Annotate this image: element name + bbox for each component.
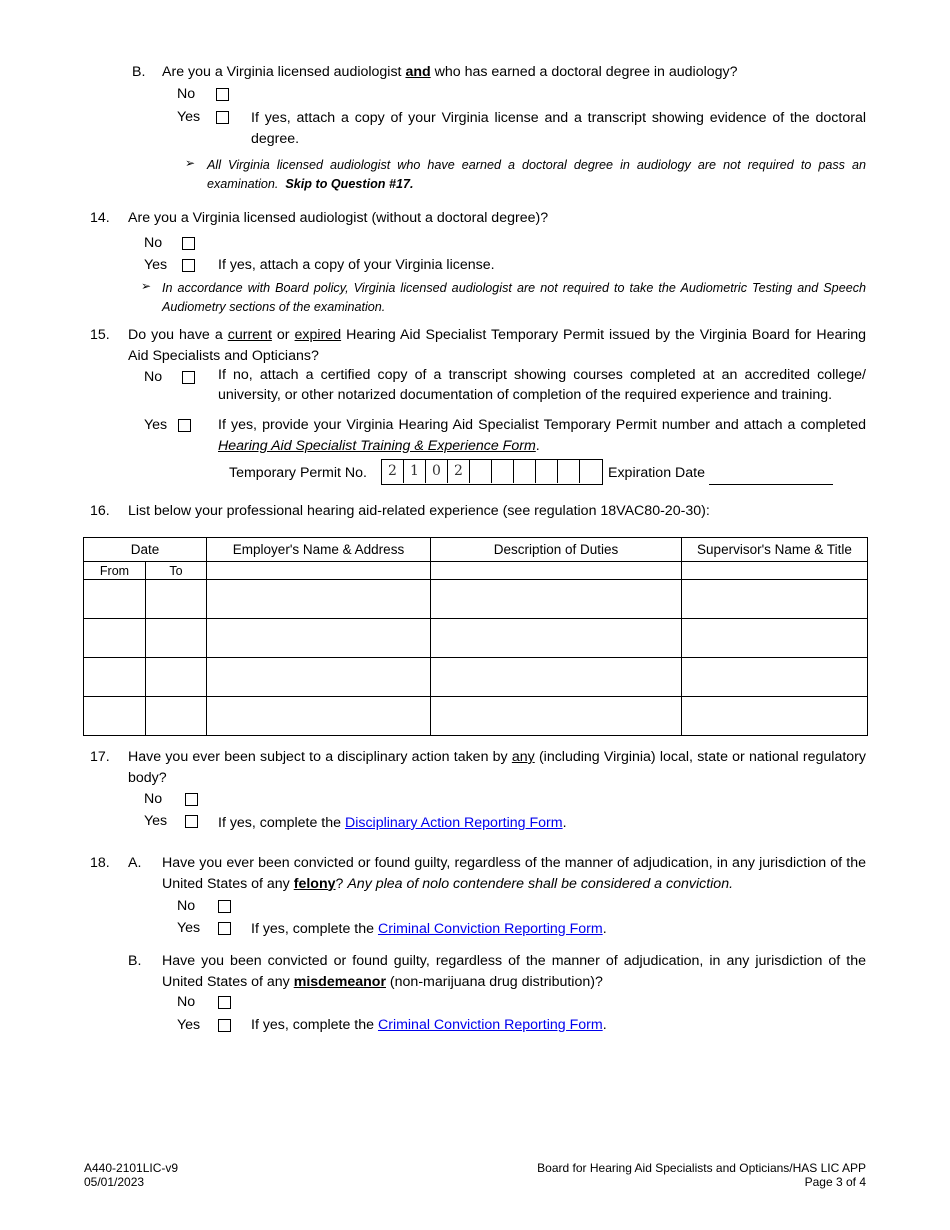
permit-digit[interactable]	[580, 460, 602, 483]
disciplinary-action-form-link[interactable]: Disciplinary Action Reporting Form	[344, 815, 563, 831]
q15-no-label: No	[144, 369, 163, 385]
q13b-yes-checkbox[interactable]	[216, 111, 229, 124]
table-cell[interactable]	[146, 619, 207, 658]
q13b-yes-instruction: If yes, attach a copy of your Virginia license and a transcript showing evidence of the doctoral degree.	[251, 110, 866, 147]
q17-yes-instruction: If yes, complete the Disciplinary Action Reporting Form.	[218, 815, 567, 831]
table-cell[interactable]	[207, 619, 431, 658]
table-cell[interactable]	[431, 658, 682, 697]
permit-digit[interactable]	[558, 460, 580, 483]
permit-digit[interactable]	[514, 460, 536, 483]
q13b-no-label: No	[177, 86, 196, 102]
expiration-date-field[interactable]	[709, 483, 833, 485]
q15-question: Do you have a current or expired Hearing Aid Specialist Temporary Permit issued by the Virginia Board for Hearing Aid Specialists and Opticians?	[128, 327, 867, 364]
q17-question: Have you ever been subject to a disciplinary action taken by any (including Virginia) local, state or national regulatory body?	[128, 749, 866, 786]
q16-question: List below your professional hearing aid-related experience (see regulation 18VAC80-20-30):	[128, 503, 710, 519]
subheader-to: To	[146, 562, 207, 580]
table-row	[84, 619, 868, 658]
q18b-yes-checkbox[interactable]	[218, 1019, 231, 1032]
q18b-letter: B.	[128, 953, 142, 969]
table-cell[interactable]	[431, 580, 682, 619]
q14-no-checkbox[interactable]	[182, 237, 195, 250]
permit-digit[interactable]: 2	[382, 460, 404, 483]
q13b-yes-label: Yes	[177, 109, 201, 125]
q18a-no-checkbox[interactable]	[218, 900, 231, 913]
q18b-yes-label: Yes	[177, 1017, 201, 1033]
table-cell[interactable]	[682, 658, 868, 697]
header-duties: Description of Duties	[431, 538, 682, 562]
q15-yes-label: Yes	[144, 417, 168, 433]
permit-digit[interactable]	[536, 460, 558, 483]
arrow-bullet-icon: ➢	[185, 156, 196, 170]
table-cell[interactable]	[84, 697, 146, 736]
table-cell[interactable]	[207, 580, 431, 619]
permit-label: Temporary Permit No.	[229, 465, 367, 481]
subheader-from: From	[84, 562, 146, 580]
table-cell[interactable]	[431, 697, 682, 736]
q17-yes-label: Yes	[144, 813, 168, 829]
permit-digit[interactable]	[470, 460, 492, 483]
q15-number: 15.	[90, 327, 110, 343]
q13b-note: All Virginia licensed audiologist who have earned a doctoral degree in audiology are not required to pass an examination. Skip to Question #17.	[207, 158, 866, 191]
table-cell[interactable]	[84, 580, 146, 619]
q15-no-instruction: If no, attach a certified copy of a transcript showing courses completed at an accredited college/ university, or other notarized documentation of completion of the required experience and training.	[218, 367, 866, 403]
table-cell[interactable]	[207, 658, 431, 697]
table-cell	[682, 562, 868, 580]
table-cell[interactable]	[146, 658, 207, 697]
permit-digit[interactable]	[492, 460, 514, 483]
q13b-no-checkbox[interactable]	[216, 88, 229, 101]
q17-no-checkbox[interactable]	[185, 793, 198, 806]
header-employer: Employer's Name & Address	[207, 538, 431, 562]
table-cell[interactable]	[207, 697, 431, 736]
q14-note: In accordance with Board policy, Virginia licensed audiologist are not required to take the Audiometric Testing and Speech Audiometry sections of the examination.	[162, 281, 866, 314]
q18b-yes-instruction: If yes, complete the Criminal Conviction Reporting Form.	[251, 1017, 607, 1033]
header-date: Date	[84, 538, 207, 562]
q15-yes-instruction: If yes, provide your Virginia Hearing Aid Specialist Temporary Permit number and attach a completed Hearing Aid Specialist Training & Experience Form.	[218, 417, 866, 454]
table-cell[interactable]	[682, 619, 868, 658]
q14-yes-instruction: If yes, attach a copy of your Virginia license.	[218, 257, 495, 273]
table-cell	[207, 562, 431, 580]
footer-board: Board for Hearing Aid Specialists and Opticians/HAS LIC APP	[537, 1161, 866, 1175]
header-supervisor: Supervisor's Name & Title	[682, 538, 868, 562]
q18a-question: Have you ever been convicted or found guilty, regardless of the manner of adjudication, in any jurisdiction of the United States of any felony? Any plea of nolo contendere shall be considered a conviction.	[162, 855, 866, 892]
permit-digit[interactable]: 0	[426, 460, 448, 483]
q14-no-label: No	[144, 235, 163, 251]
permit-digit[interactable]: 1	[404, 460, 426, 483]
q17-no-label: No	[144, 791, 163, 807]
q13b-letter: B.	[132, 64, 146, 80]
q18b-no-checkbox[interactable]	[218, 996, 231, 1009]
q15-yes-checkbox[interactable]	[178, 419, 191, 432]
q14-yes-label: Yes	[144, 257, 168, 273]
q15-no-checkbox[interactable]	[182, 371, 195, 384]
q18a-no-label: No	[177, 898, 196, 914]
experience-table	[83, 537, 868, 736]
footer-date: 05/01/2023	[84, 1175, 145, 1189]
table-cell[interactable]	[84, 658, 146, 697]
q14-yes-checkbox[interactable]	[182, 259, 195, 272]
q18b-no-label: No	[177, 994, 196, 1010]
criminal-conviction-form-link[interactable]: Criminal Conviction Reporting Form	[377, 1017, 603, 1033]
table-cell	[431, 562, 682, 580]
criminal-conviction-form-link[interactable]: Criminal Conviction Reporting Form	[377, 921, 603, 937]
table-row	[84, 697, 868, 736]
q17-number: 17.	[90, 749, 110, 765]
table-cell[interactable]	[682, 580, 868, 619]
q18a-yes-label: Yes	[177, 920, 201, 936]
q18a-letter: A.	[128, 855, 142, 871]
table-row	[84, 580, 868, 619]
table-cell[interactable]	[84, 619, 146, 658]
table-cell[interactable]	[146, 580, 207, 619]
table-cell[interactable]	[431, 619, 682, 658]
permit-digit[interactable]: 2	[448, 460, 470, 483]
footer-page: Page 3 of 4	[804, 1175, 866, 1189]
q18a-yes-instruction: If yes, complete the Criminal Conviction Reporting Form.	[251, 921, 607, 937]
q18-number: 18.	[90, 855, 110, 871]
q16-number: 16.	[90, 503, 110, 519]
q17-yes-checkbox[interactable]	[185, 815, 198, 828]
q14-question: Are you a Virginia licensed audiologist (without a doctoral degree)?	[128, 210, 549, 226]
q18a-yes-checkbox[interactable]	[218, 922, 231, 935]
q13b-question: Are you a Virginia licensed audiologist and who has earned a doctoral degree in audiology?	[162, 64, 738, 80]
q18b-question: Have you been convicted or found guilty, regardless of the manner of adjudication, in any jurisdiction of the United States of any misdemeanor (non-marijuana drug distribution)?	[162, 953, 866, 990]
permit-number-field[interactable]	[381, 459, 603, 485]
q14-number: 14.	[90, 210, 110, 226]
table-cell[interactable]	[146, 697, 207, 736]
arrow-bullet-icon: ➢	[141, 279, 152, 293]
expiration-label: Expiration Date	[608, 465, 705, 481]
footer-form-id: A440-2101LIC-v9	[84, 1161, 179, 1175]
table-cell[interactable]	[682, 697, 868, 736]
table-row	[84, 658, 868, 697]
